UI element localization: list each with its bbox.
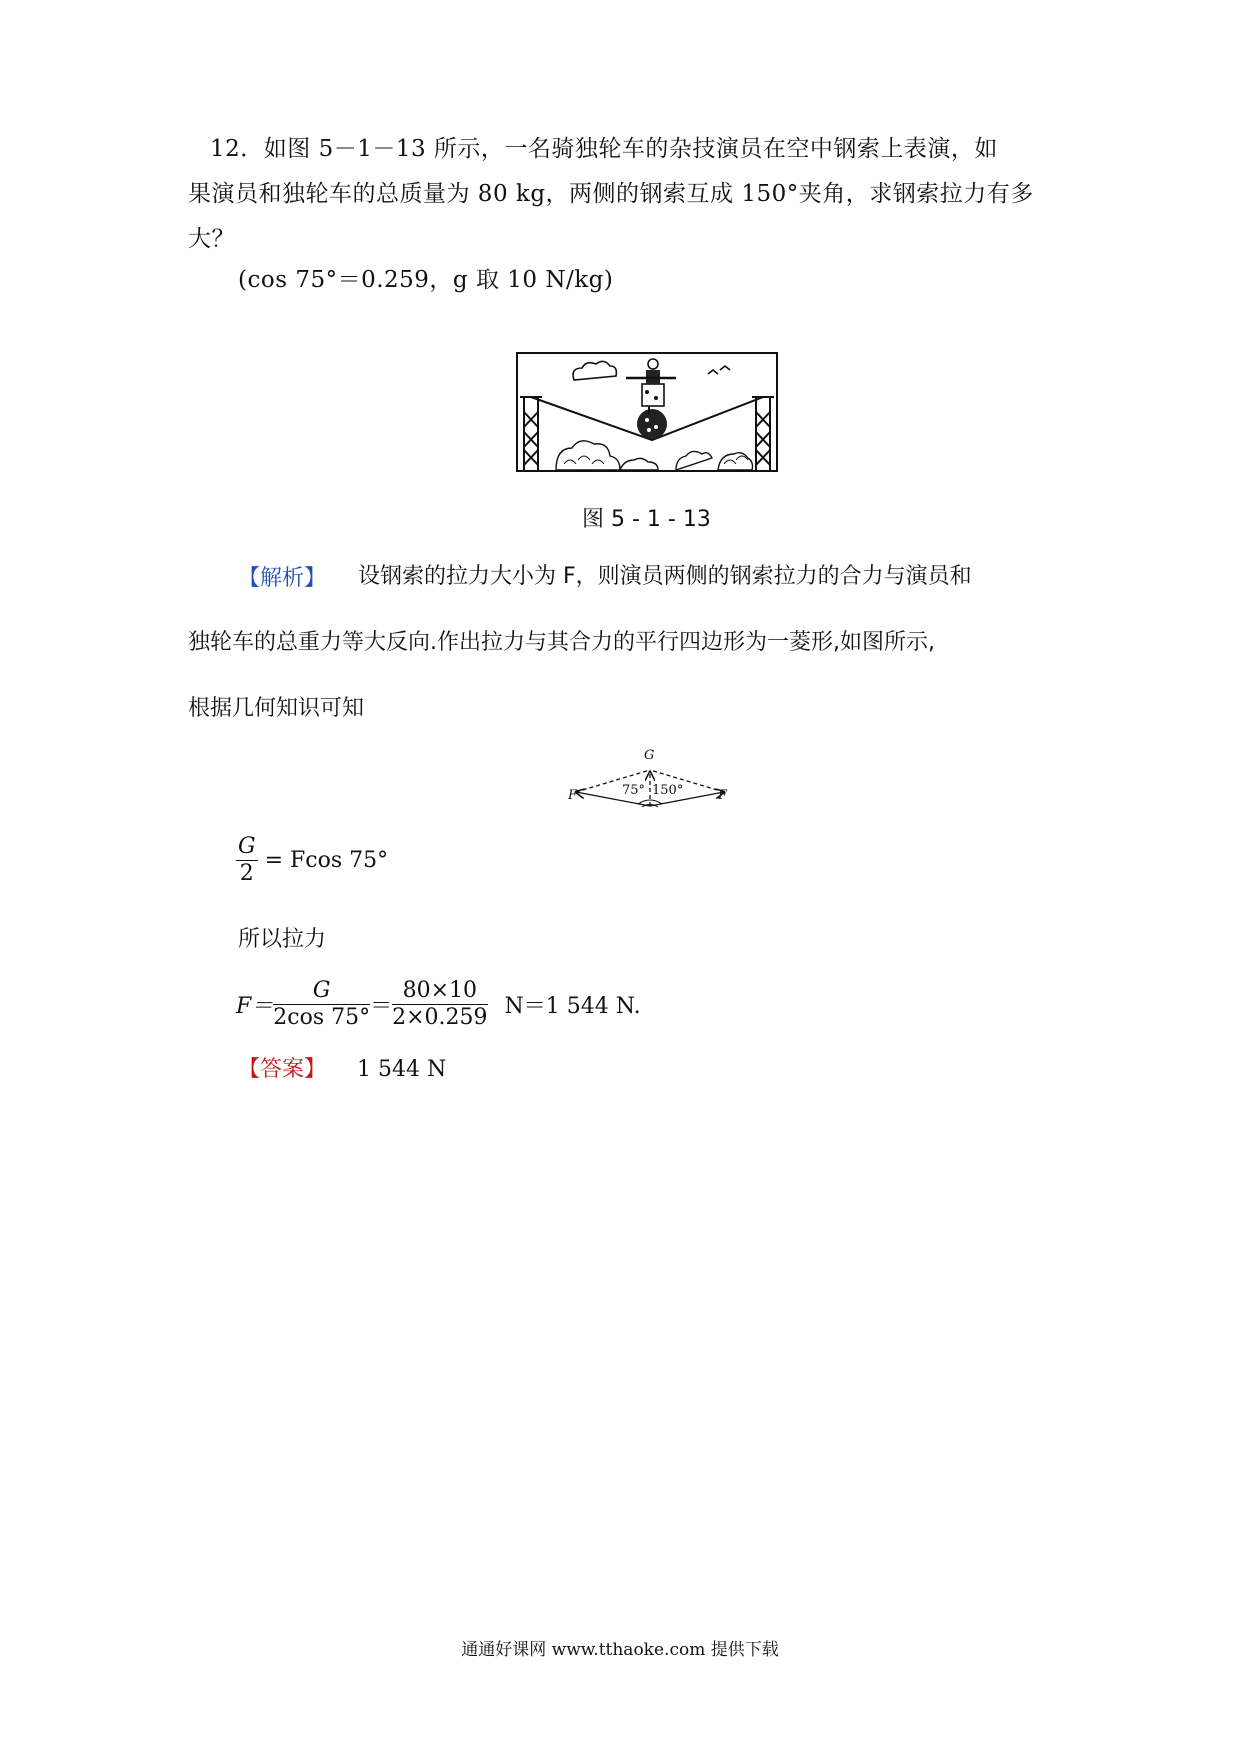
footer: 通通好课网 www.tthaoke.com 提供下载 [461, 1640, 779, 1660]
analysis-line-1: 设钢索的拉力大小为 F，则演员两侧的钢索拉力的合力与演员和 [358, 564, 972, 589]
answer-block [238, 1052, 446, 1083]
eq2-lhs: F＝ [236, 994, 274, 1019]
given-values: (cos 75°＝0.259，g 取 10 N/kg) [238, 267, 614, 293]
label-F-right: F [718, 788, 728, 803]
problem-line-3: 大？ [188, 226, 235, 252]
eq2-fraction-1 [273, 978, 370, 1031]
so-text: 所以拉力 [238, 927, 327, 952]
eq2-num1: G [273, 978, 370, 1005]
label-G: G [644, 748, 655, 763]
eq1-denominator: 2 [239, 861, 254, 886]
eq2-tail: N＝1 544 N. [504, 994, 641, 1019]
analysis-line-3: 根据几何知识可知 [188, 696, 365, 721]
problem-line-2: 果演员和独轮车的总质量为 80 kg，两侧的钢索互成 150°夹角，求钢索拉力有多 [188, 181, 1034, 207]
analysis-tag: 【解析】 [238, 566, 327, 591]
eq2-equals: ＝ [370, 994, 393, 1019]
angle-full-label: 150° [652, 783, 684, 798]
analysis-line-2: 独轮车的总重力等大反向.作出拉力与其合力的平行四边形为一菱形,如图所示, [188, 630, 935, 655]
angle-half-label: 75° [622, 783, 646, 798]
answer-tag: 【答案】 [238, 1057, 327, 1082]
answer-value: 1 544 N [357, 1057, 447, 1082]
equation-2 [236, 978, 641, 1031]
analysis-block [238, 561, 326, 592]
figure-caption: 图 5 - 1 - 13 [582, 507, 711, 532]
problem-line-1: 12．如图 5－1－13 所示，一名骑独轮车的杂技演员在空中钢索上表演，如 [210, 136, 998, 162]
eq2-den2: 2×0.259 [392, 1005, 488, 1030]
eq1-numerator: G [238, 834, 256, 859]
fraction-G-over-2 [236, 834, 258, 887]
equation-1 [236, 834, 388, 887]
eq2-fraction-2 [392, 978, 487, 1031]
unicycle-illustration [516, 352, 778, 472]
eq2-num2: 80×10 [392, 978, 487, 1005]
eq2-den1: 2cos 75° [273, 1005, 371, 1030]
label-F-left: F [568, 788, 578, 803]
eq1-rhs: = Fcos 75° [264, 848, 389, 873]
